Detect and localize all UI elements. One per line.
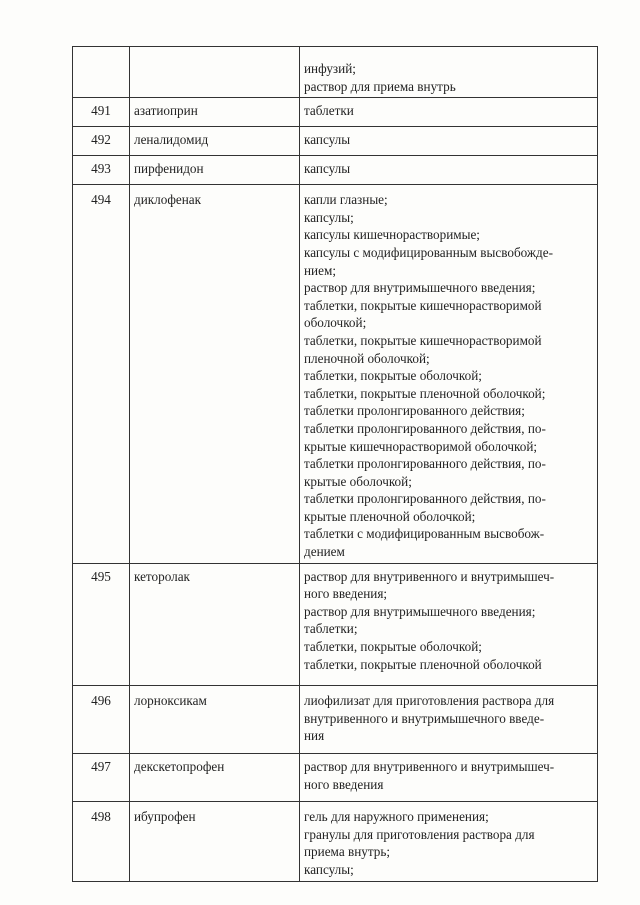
table-row [73,185,598,563]
dosage-form-line: оболочкой; [304,315,367,331]
dosage-forms-cell [300,686,598,754]
dosage-form-line: раствор для внутривенного и внутримышеч- [304,568,555,584]
dosage-forms-cell [300,156,598,185]
dosage-form-line: нием; [304,262,336,278]
table-row [73,563,598,686]
row-number-cell: 496 [73,686,130,754]
dosage-form-line: капсулы; [304,209,354,225]
dosage-forms-cell [300,185,598,563]
row-number-cell: 491 [73,98,130,127]
dosage-form-line: таблетки, покрытые пленочной оболочкой; [304,385,546,401]
dosage-form-line: таблетки пролонгированного действия, по- [304,420,546,436]
dosage-form-line: таблетки, покрытые кишечнорастворимой [304,332,542,348]
table-row [73,686,598,754]
row-number-cell: 497 [73,754,130,802]
table-row [73,127,598,156]
table-row [73,98,598,127]
table-row [73,754,598,802]
dosage-form-line: ного введения; [304,586,388,602]
dosage-form-line: раствор для внутримышечного введения; [304,603,536,619]
table-row [73,47,598,98]
dosage-form-line: капсулы с модифицированным высвобожде- [304,244,553,260]
dosage-form-line: гранулы для приготовления раствора для [304,826,535,842]
row-number-cell [73,47,130,98]
dosage-form-line: лиофилизат для приготовления раствора для [304,693,555,709]
dosage-form-line: таблетки пролонгированного действия; [304,403,525,419]
dosage-form-line: капли глазные; [304,192,388,208]
drug-name-cell: пирфенидон [130,156,300,185]
dosage-form-line: таблетки, покрытые оболочкой; [304,368,482,384]
row-number-cell: 498 [73,802,130,881]
dosage-form-line: капсулы [304,161,351,177]
dosage-forms-cell [300,47,598,98]
row-number-cell: 494 [73,185,130,563]
dosage-form-line: таблетки пролонгированного действия, по- [304,491,546,507]
row-number-cell: 492 [73,127,130,156]
dosage-forms-cell [300,754,598,802]
dosage-form-line: таблетки, покрытые кишечнорастворимой [304,297,542,313]
dosage-form-line: таблетки [304,103,354,119]
table-row [73,156,598,185]
dosage-form-line: таблетки, покрытые оболочкой; [304,639,482,655]
dosage-form-line: инфузий; [304,61,356,76]
dosage-form-line: капсулы кишечнорастворимые; [304,227,480,243]
drug-table [72,46,598,882]
row-number-cell: 493 [73,156,130,185]
dosage-form-line: дением [304,544,345,560]
dosage-form-line: гель для наружного применения; [304,809,489,825]
dosage-form-line: капсулы; [304,861,354,877]
dosage-form-line: ного введения [304,776,384,792]
dosage-form-line: таблетки, покрытые пленочной оболочкой [304,656,542,672]
dosage-forms-cell [300,563,598,686]
dosage-form-line: таблетки пролонгированного действия, по- [304,456,546,472]
dosage-form-line: крытые кишечнорастворимой оболочкой; [304,438,538,454]
dosage-form-line: таблетки с модифицированным высвобож- [304,526,545,542]
drug-name-cell: лорноксикам [130,686,300,754]
dosage-form-line: крытые оболочкой; [304,473,412,489]
dosage-form-line: раствор для приема внутрь [304,78,456,94]
drug-name-cell [130,47,300,98]
drug-name-cell: леналидомид [130,127,300,156]
drug-name-cell: кеторолак [130,563,300,686]
dosage-form-line: приема внутрь; [304,844,391,860]
dosage-forms-cell [300,127,598,156]
dosage-form-line: раствор для внутривенного и внутримышеч- [304,759,555,774]
drug-name-cell: ибупрофен [130,802,300,881]
dosage-forms-cell [300,802,598,881]
drug-table-body [73,47,598,882]
drug-name-cell: азатиоприн [130,98,300,127]
dosage-form-line: капсулы [304,132,351,148]
dosage-form-line: ния [304,728,325,744]
dosage-form-line: пленочной оболочкой; [304,350,430,366]
dosage-form-line: таблетки; [304,621,358,637]
drug-name-cell: диклофенак [130,185,300,563]
drug-name-cell: декскетопрофен [130,754,300,802]
table-row [73,802,598,881]
dosage-form-line: раствор для внутримышечного введения; [304,280,536,296]
dosage-form-line: внутривенного и внутримышечного введе- [304,710,545,726]
dosage-forms-cell [300,98,598,127]
row-number-cell: 495 [73,563,130,686]
dosage-form-line: крытые пленочной оболочкой; [304,508,476,524]
